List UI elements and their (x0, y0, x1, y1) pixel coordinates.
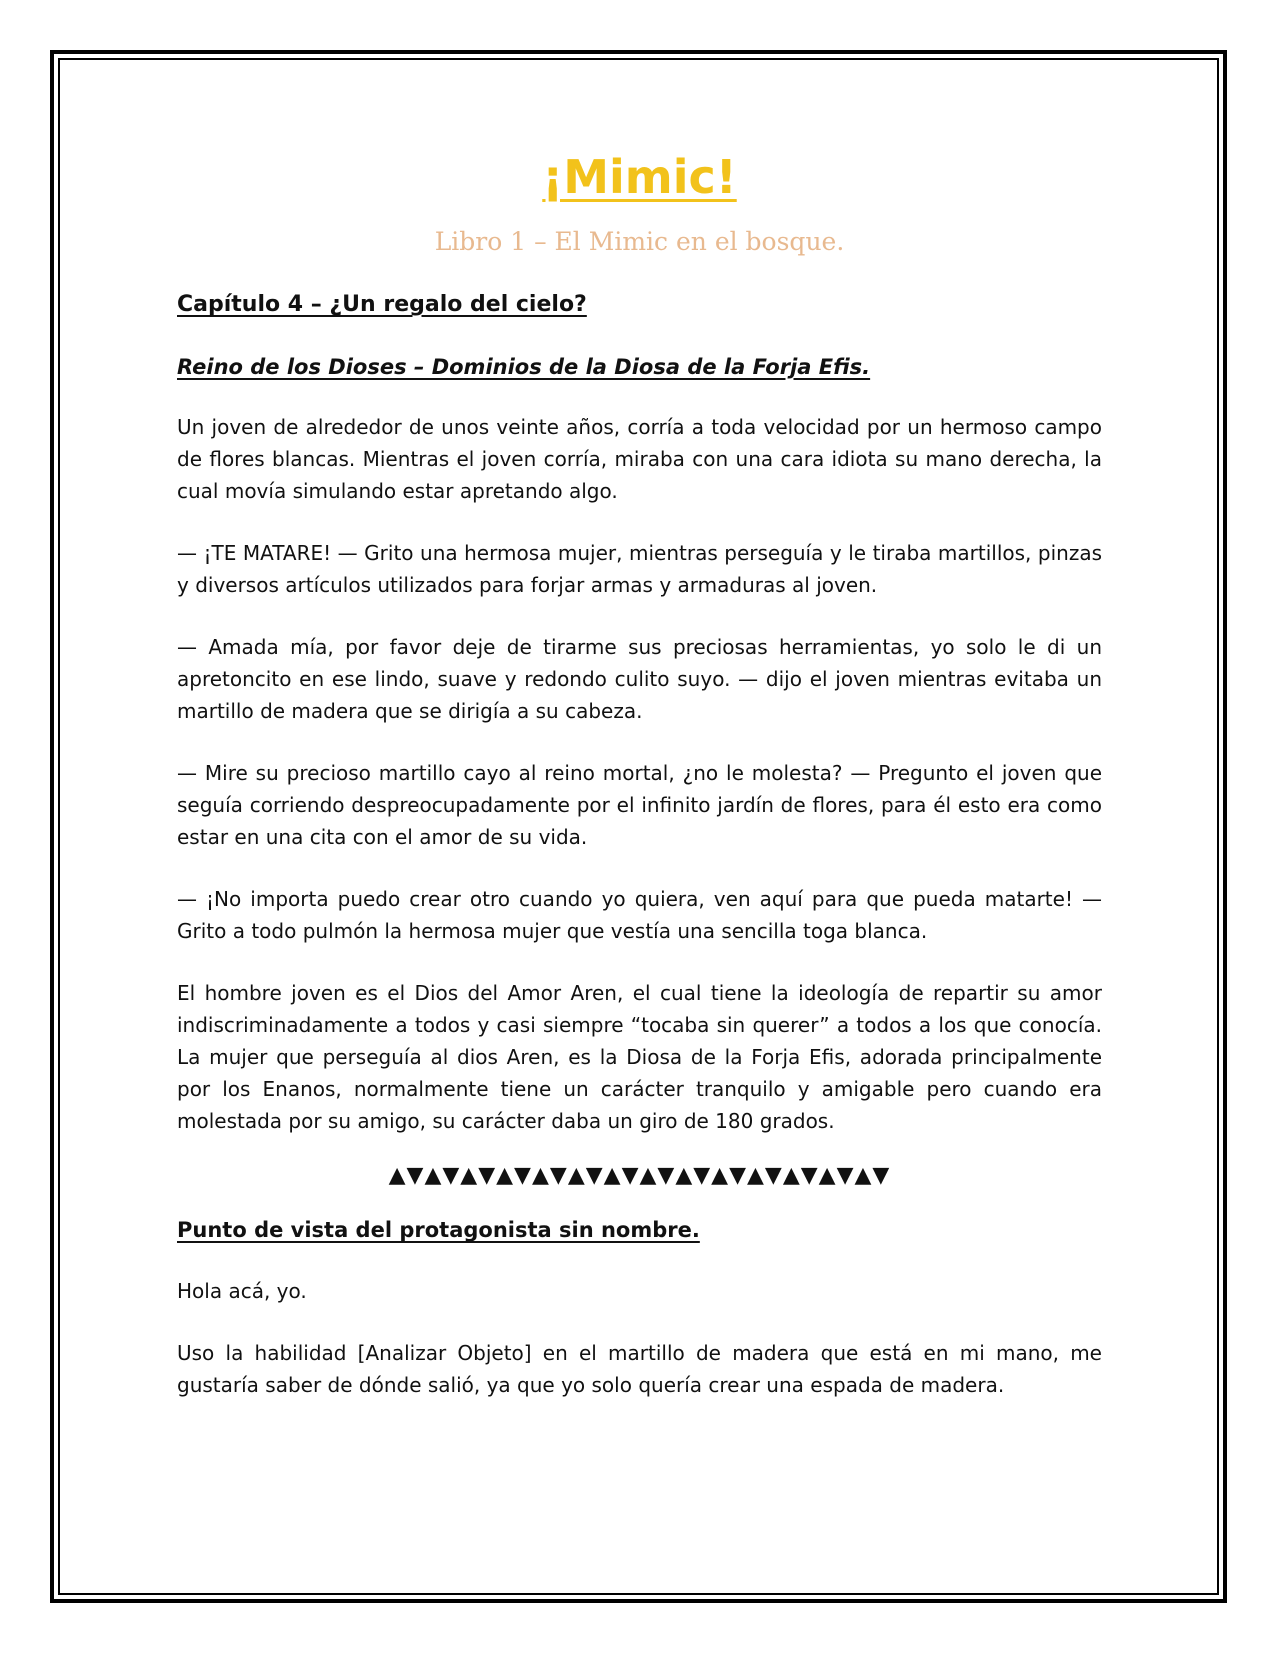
document-body (177, 150, 1102, 1401)
paragraph: — ¡No importa puedo crear otro cuando yo quiera, ven aquí para que pueda matarte! — Grito a todo pulmón la hermosa mujer que vestía una sencilla toga blanca. (177, 887, 1102, 944)
paragraph: Uso la habilidad [Analizar Objeto] en el martillo de madera que está en mi mano, me gustaría saber de dónde salió, ya que yo solo quería crear una espada de madera. (177, 1340, 1102, 1397)
paragraph: El hombre joven es el Dios del Amor Aren, el cual tiene la ideología de repartir su amor indiscriminadamente a todos y casi siempre “tocaba sin querer” a todos a los que conocía. La mujer que perseguía al dios Aren, es la Diosa de la Forja Efis, adorada principalmente por los Enanos, normalmente tiene un carácter tranquilo y amigable pero cuando era molestada por su amigo, su carácter daba un giro de 180 grados. (177, 981, 1102, 1134)
chapter-heading: Capítulo 4 – ¿Un regalo del cielo? (177, 292, 587, 318)
paragraph: — ¡TE MATARE! — Grito una hermosa mujer, mientras perseguía y le tiraba martillos, pinzas y diversos artículos utilizados para forjar armas y armaduras al joven. (177, 541, 1102, 598)
paragraph: Un joven de alrededor de unos veinte años, corría a toda velocidad por un hermoso campo de flores blancas. Mientras el joven corría, miraba con una cara idiota su mano derecha, la cual movía simulando estar apretando algo. (177, 415, 1102, 504)
triangle-separator: ▲▼▲▼▲▼▲▼▲▼▲▼▲▼▲▼▲▼▲▼▲▼▲▼▲▼▲▼ (388, 1163, 891, 1189)
document-title: ¡Mimic! (542, 150, 737, 204)
section-heading-pov: Punto de vista del protagonista sin nombre. (177, 1218, 700, 1243)
paragraph: Hola acá, yo. (177, 1278, 307, 1303)
section-heading-realm: Reino de los Dioses – Dominios de la Diosa de la Forja Efis. (177, 354, 871, 379)
book-subtitle: Libro 1 – El Mimic en el bosque. (434, 227, 845, 257)
paragraph: — Amada mía, por favor deje de tirarme sus preciosas herramientas, yo solo le di un apretoncito en ese lindo, suave y redondo culito suyo. — dijo el joven mientras evitaba un martillo de madera que se dirigía a su cabeza. (177, 635, 1102, 724)
paragraph: — Mire su precioso martillo cayo al reino mortal, ¿no le molesta? — Pregunto el joven que seguía corriendo despreocupadamente por el infinito jardín de flores, para él esto era como estar en una cita con el amor de su vida. (177, 761, 1102, 850)
